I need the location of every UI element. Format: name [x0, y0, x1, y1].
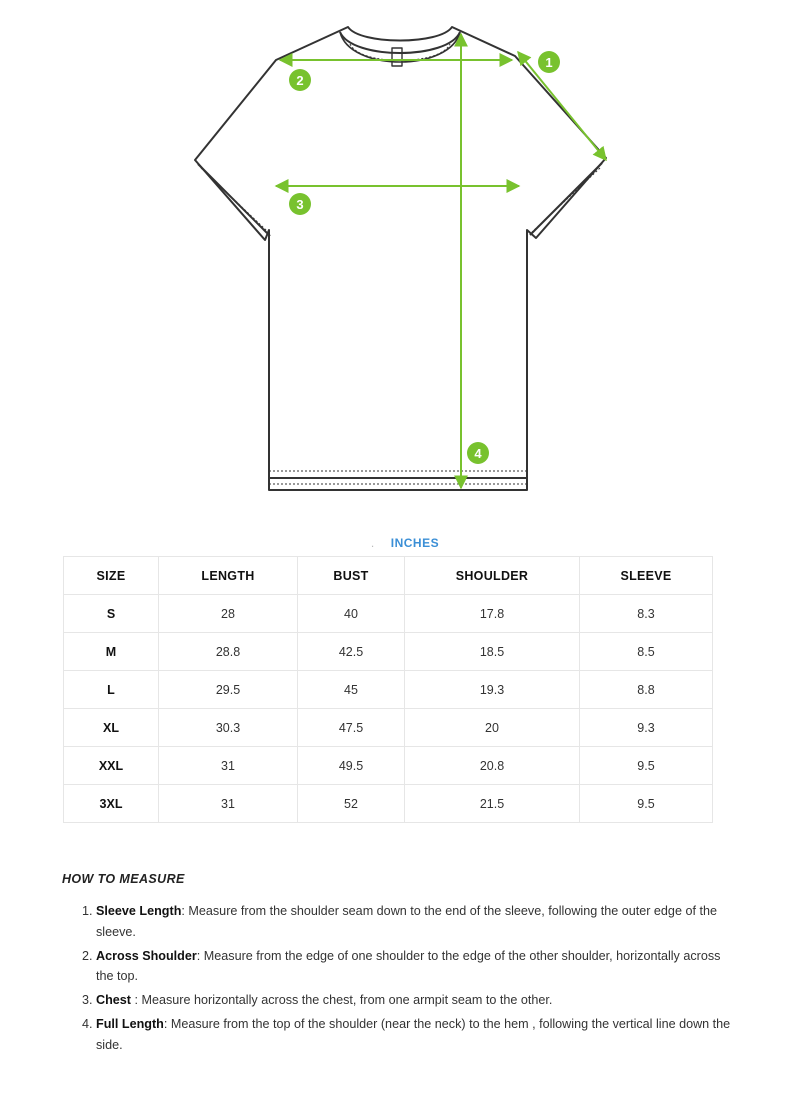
bust-cell: 45 [298, 671, 405, 709]
size-cell: M [64, 633, 159, 671]
length-cell: 29.5 [159, 671, 298, 709]
size-cell: L [64, 671, 159, 709]
shoulder-cell: 21.5 [405, 785, 580, 823]
shoulder-cell: 17.8 [405, 595, 580, 633]
step-term: Full Length [96, 1017, 164, 1031]
shoulder-cell: 20 [405, 709, 580, 747]
step-term: Sleeve Length [96, 904, 182, 918]
size-cell: XXL [64, 747, 159, 785]
list-item [96, 990, 736, 1011]
marker-sleeve [538, 51, 560, 73]
list-item [96, 1014, 736, 1055]
size-cell: 3XL [64, 785, 159, 823]
sleeve-cell: 9.5 [580, 747, 713, 785]
header-size: SIZE [64, 557, 159, 595]
step-text: : Measure from the top of the shoulder (near the neck) to the hem , following the vertical line down the side. [96, 1017, 731, 1052]
bust-cell: 52 [298, 785, 405, 823]
shoulder-cell: 18.5 [405, 633, 580, 671]
marker-length [467, 442, 489, 464]
sleeve-cell: 8.3 [580, 595, 713, 633]
length-cell: 31 [159, 747, 298, 785]
svg-text:1: 1 [545, 55, 553, 70]
sleeve-cell: 9.3 [580, 709, 713, 747]
bust-cell: 40 [298, 595, 405, 633]
length-cell: 28 [159, 595, 298, 633]
bust-cell: 47.5 [298, 709, 405, 747]
list-item [96, 946, 736, 987]
header-length: LENGTH [159, 557, 298, 595]
measure-steps-list [78, 901, 736, 1059]
shoulder-cell: 19.3 [405, 671, 580, 709]
units-label: . INCHES [370, 536, 440, 550]
list-item [96, 901, 736, 942]
marker-shoulder [289, 69, 311, 91]
header-bust: BUST [298, 557, 405, 595]
svg-text:2: 2 [296, 73, 304, 88]
svg-text:3: 3 [296, 197, 304, 212]
step-term: Across Shoulder [96, 948, 197, 963]
table-row [64, 785, 713, 823]
bust-cell: 49.5 [298, 747, 405, 785]
table-row [64, 747, 713, 785]
svg-text:4: 4 [474, 446, 482, 461]
step-text: : Measure from the shoulder seam down to the end of the sleeve, following the outer edge of the sleeve. [96, 904, 717, 939]
step-term: Chest [96, 993, 131, 1007]
marker-chest [289, 193, 311, 215]
sleeve-cell: 8.5 [580, 633, 713, 671]
step-text: : Measure from the edge of one shoulder to the edge of the other shoulder, horizontally across the top. [96, 948, 721, 983]
tshirt-outline [195, 27, 606, 490]
size-chart-table [63, 556, 713, 823]
size-cell: S [64, 595, 159, 633]
header-shoulder: SHOULDER [405, 557, 580, 595]
table-row [64, 671, 713, 709]
sleeve-cell: 8.8 [580, 671, 713, 709]
tshirt-measurement-diagram [0, 0, 800, 510]
header-sleeve: SLEEVE [580, 557, 713, 595]
how-to-measure-heading: HOW TO MEASURE [62, 872, 185, 886]
length-cell: 31 [159, 785, 298, 823]
bust-cell: 42.5 [298, 633, 405, 671]
step-text: : Measure horizontally across the chest, from one armpit seam to the other. [131, 993, 553, 1007]
shoulder-cell: 20.8 [405, 747, 580, 785]
sleeve-cell: 9.5 [580, 785, 713, 823]
table-header-row [64, 557, 713, 595]
length-cell: 30.3 [159, 709, 298, 747]
size-cell: XL [64, 709, 159, 747]
table-row [64, 709, 713, 747]
length-cell: 28.8 [159, 633, 298, 671]
table-row [64, 633, 713, 671]
table-row [64, 595, 713, 633]
